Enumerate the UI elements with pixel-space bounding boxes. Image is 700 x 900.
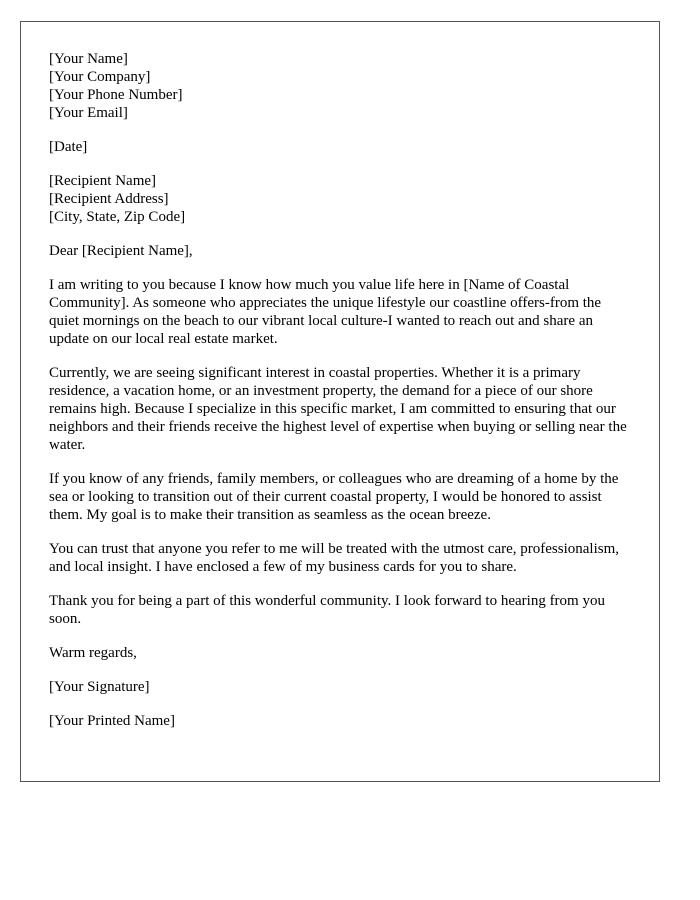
body-paragraph-2: Currently, we are seeing significant interest in coastal properties. Whether it is a primary residence, a vacation home, or an investment property, the demand for a piece of our shore remains high. Because I specialize in this specific market, I am committed to ensuring that our neighbors and their friends receive the highest level of expertise when buying or selling near the water. (49, 365, 627, 453)
body-paragraph-4: You can trust that anyone you refer to me will be treated with the utmost care, professionalism, and local insight. I have enclosed a few of my business cards for you to share. (49, 541, 619, 575)
sender-name: [Your Name] (49, 51, 128, 67)
body-paragraph-1: I am writing to you because I know how much you value life here in [Name of Coastal Community]. As someone who appreciates the unique lifestyle our coastline offers-from the quiet mornings on the beach to our vibrant local culture-I wanted to reach out and share an update on our local real estate market. (49, 277, 602, 347)
sender-email: [Your Email] (49, 105, 128, 121)
date-block (49, 138, 631, 156)
recipient-city-state-zip: [City, State, Zip Code] (49, 209, 186, 225)
recipient-block (49, 172, 631, 226)
letter-date: [Date] (49, 139, 88, 155)
letter-page (20, 21, 660, 782)
closing: Warm regards, (49, 645, 137, 661)
sender-phone: [Your Phone Number] (49, 87, 183, 103)
recipient-address: [Recipient Address] (49, 191, 169, 207)
recipient-name: [Recipient Name] (49, 173, 157, 189)
salutation: Dear [Recipient Name], (49, 243, 193, 259)
printed-name: [Your Printed Name] (49, 713, 175, 729)
signature: [Your Signature] (49, 679, 150, 695)
body-paragraph-5: Thank you for being a part of this wonderful community. I look forward to hearing from you soon. (49, 593, 605, 627)
sender-block (49, 50, 631, 122)
sender-company: [Your Company] (49, 69, 151, 85)
body-paragraph-3: If you know of any friends, family members, or colleagues who are dreaming of a home by the sea or looking to transition out of their current coastal property, I would be honored to assist them. My goal is to make their transition as seamless as the ocean breeze. (49, 471, 619, 523)
